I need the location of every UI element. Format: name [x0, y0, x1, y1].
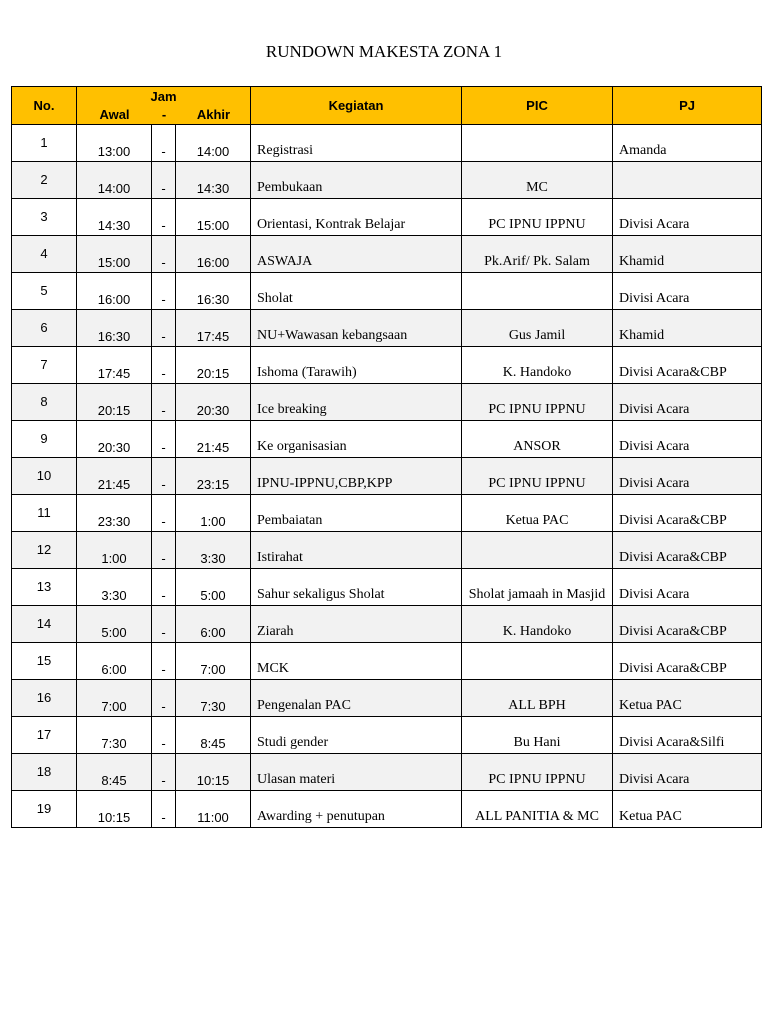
end-time: 20:30: [176, 384, 251, 421]
pj-name: Divisi Acara&CBP: [613, 606, 762, 643]
pj-name: Divisi Acara: [613, 754, 762, 791]
row-number: 17: [12, 717, 77, 754]
start-time: 3:30: [77, 569, 152, 606]
pj-name: [613, 162, 762, 199]
activity: IPNU-IPPNU,CBP,KPP: [251, 458, 462, 495]
start-time: 20:15: [77, 384, 152, 421]
pic-name: PC IPNU IPPNU: [462, 199, 613, 236]
time-separator: -: [152, 199, 176, 236]
table-row: [12, 606, 762, 643]
row-number: 13: [12, 569, 77, 606]
end-time: 16:30: [176, 273, 251, 310]
table-row: [12, 680, 762, 717]
pj-name: Khamid: [613, 310, 762, 347]
row-number: 12: [12, 532, 77, 569]
row-number: 6: [12, 310, 77, 347]
time-separator: -: [152, 606, 176, 643]
start-time: 23:30: [77, 495, 152, 532]
pic-name: Ketua PAC: [462, 495, 613, 532]
end-time: 8:45: [176, 717, 251, 754]
start-time: 20:30: [77, 421, 152, 458]
start-time: 7:30: [77, 717, 152, 754]
pic-name: Bu Hani: [462, 717, 613, 754]
start-time: 6:00: [77, 643, 152, 680]
table-row: [12, 421, 762, 458]
table-row: [12, 569, 762, 606]
time-separator: -: [152, 643, 176, 680]
row-number: 10: [12, 458, 77, 495]
start-time: 8:45: [77, 754, 152, 791]
table-row: [12, 643, 762, 680]
activity: Pembukaan: [251, 162, 462, 199]
start-time: 17:45: [77, 347, 152, 384]
header-akhir: Akhir: [196, 107, 231, 122]
pic-name: Pk.Arif/ Pk. Salam: [462, 236, 613, 273]
table-row: [12, 791, 762, 828]
activity: Sholat: [251, 273, 462, 310]
start-time: 21:45: [77, 458, 152, 495]
table-row: [12, 717, 762, 754]
row-number: 1: [12, 125, 77, 162]
table-row: [12, 532, 762, 569]
pic-name: PC IPNU IPPNU: [462, 458, 613, 495]
activity: Pembaiatan: [251, 495, 462, 532]
activity: Orientasi, Kontrak Belajar: [251, 199, 462, 236]
activity: Ice breaking: [251, 384, 462, 421]
pj-name: Divisi Acara&CBP: [613, 347, 762, 384]
table-row: [12, 236, 762, 273]
table-row: [12, 347, 762, 384]
activity: Ulasan materi: [251, 754, 462, 791]
rundown-table: [11, 86, 762, 828]
pj-name: Khamid: [613, 236, 762, 273]
end-time: 6:00: [176, 606, 251, 643]
activity: MCK: [251, 643, 462, 680]
activity: Studi gender: [251, 717, 462, 754]
header-pj: PJ: [613, 87, 762, 125]
pj-name: Divisi Acara: [613, 421, 762, 458]
pj-name: Divisi Acara: [613, 273, 762, 310]
time-separator: -: [152, 680, 176, 717]
end-time: 14:00: [176, 125, 251, 162]
time-separator: -: [152, 125, 176, 162]
end-time: 11:00: [176, 791, 251, 828]
pj-name: Ketua PAC: [613, 680, 762, 717]
table-row: [12, 754, 762, 791]
end-time: 17:45: [176, 310, 251, 347]
start-time: 14:00: [77, 162, 152, 199]
header-jam: Jam: [150, 89, 177, 104]
activity: Sahur sekaligus Sholat: [251, 569, 462, 606]
pj-name: Divisi Acara&CBP: [613, 532, 762, 569]
activity: Ke organisasian: [251, 421, 462, 458]
end-time: 1:00: [176, 495, 251, 532]
pj-name: Divisi Acara: [613, 569, 762, 606]
table-row: [12, 199, 762, 236]
table-row: [12, 310, 762, 347]
pic-name: [462, 273, 613, 310]
time-separator: -: [152, 532, 176, 569]
row-number: 14: [12, 606, 77, 643]
pic-name: [462, 643, 613, 680]
end-time: 5:00: [176, 569, 251, 606]
pic-name: PC IPNU IPPNU: [462, 384, 613, 421]
table-row: [12, 273, 762, 310]
header-pic: PIC: [462, 87, 613, 125]
row-number: 4: [12, 236, 77, 273]
time-separator: -: [152, 569, 176, 606]
pic-name: ANSOR: [462, 421, 613, 458]
time-separator: -: [152, 384, 176, 421]
activity: Istirahat: [251, 532, 462, 569]
time-separator: -: [152, 162, 176, 199]
pj-name: Divisi Acara: [613, 384, 762, 421]
row-number: 7: [12, 347, 77, 384]
row-number: 5: [12, 273, 77, 310]
start-time: 14:30: [77, 199, 152, 236]
time-separator: -: [152, 458, 176, 495]
row-number: 18: [12, 754, 77, 791]
pic-name: Sholat jamaah in Masjid: [462, 569, 613, 606]
time-separator: -: [152, 236, 176, 273]
header-row: [12, 87, 762, 125]
activity: NU+Wawasan kebangsaan: [251, 310, 462, 347]
pic-name: MC: [462, 162, 613, 199]
start-time: 13:00: [77, 125, 152, 162]
header-dash: -: [161, 107, 167, 122]
start-time: 7:00: [77, 680, 152, 717]
pic-name: Gus Jamil: [462, 310, 613, 347]
time-separator: -: [152, 754, 176, 791]
time-separator: -: [152, 717, 176, 754]
pj-name: Divisi Acara&CBP: [613, 495, 762, 532]
table-row: [12, 458, 762, 495]
row-number: 8: [12, 384, 77, 421]
end-time: 16:00: [176, 236, 251, 273]
pj-name: Divisi Acara: [613, 199, 762, 236]
table-row: [12, 384, 762, 421]
row-number: 11: [12, 495, 77, 532]
page-title: RUNDOWN MAKESTA ZONA 1: [265, 42, 503, 61]
end-time: 15:00: [176, 199, 251, 236]
start-time: 1:00: [77, 532, 152, 569]
row-number: 2: [12, 162, 77, 199]
row-number: 19: [12, 791, 77, 828]
row-number: 16: [12, 680, 77, 717]
activity: Awarding + penutupan: [251, 791, 462, 828]
pic-name: [462, 125, 613, 162]
time-separator: -: [152, 273, 176, 310]
time-separator: -: [152, 310, 176, 347]
end-time: 7:00: [176, 643, 251, 680]
start-time: 15:00: [77, 236, 152, 273]
end-time: 3:30: [176, 532, 251, 569]
pic-name: K. Handoko: [462, 347, 613, 384]
pj-name: Divisi Acara&Silfi: [613, 717, 762, 754]
end-time: 10:15: [176, 754, 251, 791]
start-time: 5:00: [77, 606, 152, 643]
pj-name: Ketua PAC: [613, 791, 762, 828]
activity: ASWAJA: [251, 236, 462, 273]
start-time: 16:30: [77, 310, 152, 347]
pic-name: [462, 532, 613, 569]
start-time: 10:15: [77, 791, 152, 828]
pj-name: Amanda: [613, 125, 762, 162]
header-awal: Awal: [99, 107, 130, 122]
end-time: 20:15: [176, 347, 251, 384]
end-time: 7:30: [176, 680, 251, 717]
time-separator: -: [152, 347, 176, 384]
activity: Ziarah: [251, 606, 462, 643]
time-separator: -: [152, 495, 176, 532]
end-time: 23:15: [176, 458, 251, 495]
time-separator: -: [152, 791, 176, 828]
end-time: 14:30: [176, 162, 251, 199]
pic-name: ALL BPH: [462, 680, 613, 717]
table-row: [12, 162, 762, 199]
pic-name: K. Handoko: [462, 606, 613, 643]
start-time: 16:00: [77, 273, 152, 310]
pj-name: Divisi Acara: [613, 458, 762, 495]
activity: Registrasi: [251, 125, 462, 162]
pic-name: ALL PANITIA & MC: [462, 791, 613, 828]
table-row: [12, 495, 762, 532]
row-number: 15: [12, 643, 77, 680]
row-number: 3: [12, 199, 77, 236]
header-no: No.: [12, 87, 77, 125]
table-row: [12, 125, 762, 162]
row-number: 9: [12, 421, 77, 458]
pj-name: Divisi Acara&CBP: [613, 643, 762, 680]
header-kegiatan: Kegiatan: [251, 87, 462, 125]
activity: Ishoma (Tarawih): [251, 347, 462, 384]
time-separator: -: [152, 421, 176, 458]
activity: Pengenalan PAC: [251, 680, 462, 717]
end-time: 21:45: [176, 421, 251, 458]
pic-name: PC IPNU IPPNU: [462, 754, 613, 791]
header-jam-group: [77, 87, 251, 125]
